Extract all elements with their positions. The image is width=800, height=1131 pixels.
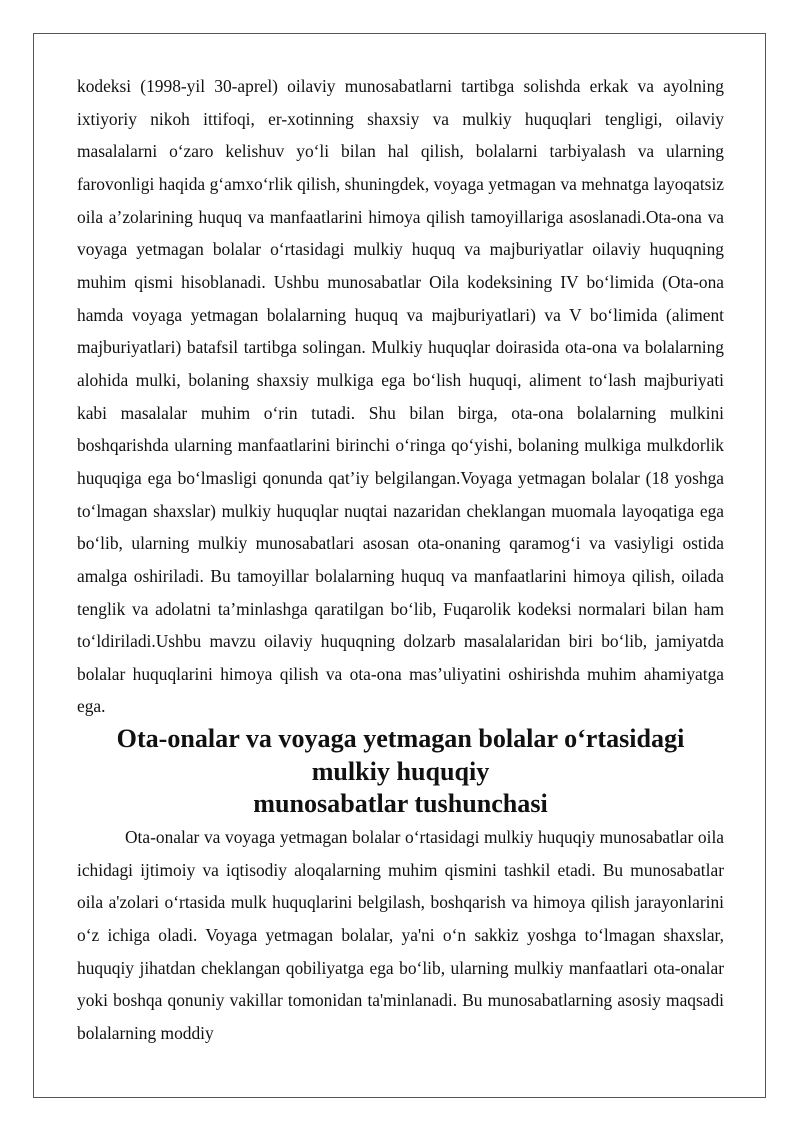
document-body [77, 70, 724, 1050]
body-paragraph-1: kodeksi (1998-yil 30-aprel) oilaviy munosabatlarni tartibga solishda erkak va ayolning ixtiyoriy nikoh ittifoqi, er-xotinning shaxsiy va mulkiy huquqlari tengligi, oilaviy masalalarni o‘zaro kelishuv yo‘li bilan hal qilish, bolalarni tarbiyalash va ularning farovonligi haqida g‘amxo‘rlik qilish, shuningdek, voyaga yetmagan va mehnatga layoqatsiz oila a’zolarining huquq va manfaatlarini himoya qilish tamoyillariga asoslanadi.Ota-ona va voyaga yetmagan bolalar o‘rtasidagi mulkiy huquq va majburiyatlar oilaviy huquqning muhim qismi hisoblanadi. Ushbu munosabatlar Oila kodeksining IV bo‘limida (Ota-ona hamda voyaga yetmagan bolalarning huquq va majburiyatlari) va V bo‘limida (aliment majburiyatlari) batafsil tartibga solingan. Mulkiy huquqlar doirasida ota-ona va bolalarning alohida mulki, bolaning shaxsiy mulkiga ega bo‘lish huquqi, aliment to‘lash majburiyati kabi masalalar muhim o‘rin tutadi. Shu bilan birga, ota-ona bolalarning mulkini boshqarishda ularning manfaatlarini birinchi o‘ringa qo‘yishi, bolaning mulkiga mulkdorlik huquqiga ega bo‘lmasligi qonunda qat’iy belgilangan.Voyaga yetmagan bolalar (18 yoshga to‘lmagan shaxslar) mulkiy huquqlar nuqtai nazaridan cheklangan muomala layoqatiga ega bo‘lib, ularning mulkiy munosabatlari asosan ota-onaning qaramog‘i va vasiyligi ostida amalga oshiriladi. Bu tamoyillar bolalarning huquq va manfaatlarini himoya qilish, oilada tenglik va adolatni ta’minlashga qaratilgan bo‘lib, Fuqarolik kodeksi normalari bilan ham to‘ldiriladi.Ushbu mavzu oilaviy huquqning dolzarb masalalaridan biri bo‘lib, jamiyatda bolalar huquqlarini himoya qilish va ota-ona mas’uliyatini oshirishda muhim ahamiyatga ega. [77, 76, 724, 717]
section-heading-line-2: munosabatlar tushunchasi [253, 789, 548, 819]
section-heading [77, 723, 724, 821]
body-paragraph-2: Ota-onalar va voyaga yetmagan bolalar o‘rtasidagi mulkiy huquqiy munosabatlar oila ichidagi ijtimoiy va iqtisodiy aloqalarning muhim qismini tashkil etadi. Bu munosabatlar oila a'zolari o‘rtasida mulk huquqlarini belgilash, boshqarish va himoya qilish jarayonlarini o‘z ichiga oladi. Voyaga yetmagan bolalar, ya'ni o‘n sakkiz yoshga to‘lmagan shaxslar, huquqiy jihatdan cheklangan qobiliyatga ega bo‘lib, ularning mulkiy manfaatlari ota-onalar yoki boshqa qonuniy vakillar tomonidan ta'minlanadi. Bu munosabatlarning asosiy maqsadi bolalarning moddiy [77, 827, 724, 1044]
section-heading-line-1: Ota-onalar va voyaga yetmagan bolalar o‘rtasidagi mulkiy huquqiy [116, 724, 685, 786]
